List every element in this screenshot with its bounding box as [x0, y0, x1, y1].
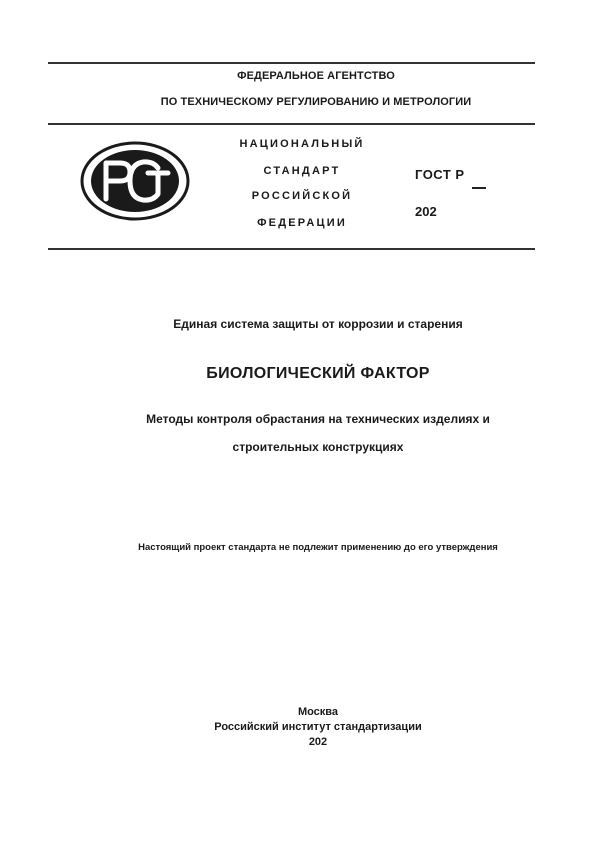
publication-year: 202 — [308, 736, 328, 748]
agency-line-2: ПО ТЕХНИЧЕСКОМУ РЕГУЛИРОВАНИЮ И МЕТРОЛОГИИ — [160, 96, 472, 108]
rst-logo-icon — [80, 141, 190, 221]
designation-dash — [472, 187, 486, 189]
publication-city: Москва — [297, 706, 339, 718]
top-rule — [48, 62, 535, 64]
header-rule — [48, 123, 535, 125]
block-rule — [48, 248, 535, 250]
agency-line-1: ФЕДЕРАЛЬНОЕ АГЕНТСТВО — [237, 70, 395, 82]
standard-type-line-2: СТАНДАРТ — [263, 165, 341, 177]
series-title: Единая система защиты от коррозии и старения — [173, 317, 463, 331]
standard-designation: ГОСТ Р — [415, 167, 465, 182]
subtitle-line-2: строительных конструкциях — [232, 440, 404, 454]
publisher-name: Российский институт стандартизации — [214, 721, 422, 733]
subtitle-line-1: Методы контроля обрастания на технических изделиях и — [146, 412, 490, 426]
standard-type-line-4: ФЕДЕРАЦИИ — [257, 217, 347, 229]
standard-type-line-1: НАЦИОНАЛЬНЫЙ — [239, 138, 365, 150]
standard-type-line-3: РОССИЙСКОЙ — [251, 190, 353, 202]
standard-year: 202 — [415, 204, 437, 219]
draft-note: Настоящий проект стандарта не подлежит применению до его утверждения — [138, 542, 498, 553]
document-title: БИОЛОГИЧЕСКИЙ ФАКТОР — [206, 365, 430, 382]
